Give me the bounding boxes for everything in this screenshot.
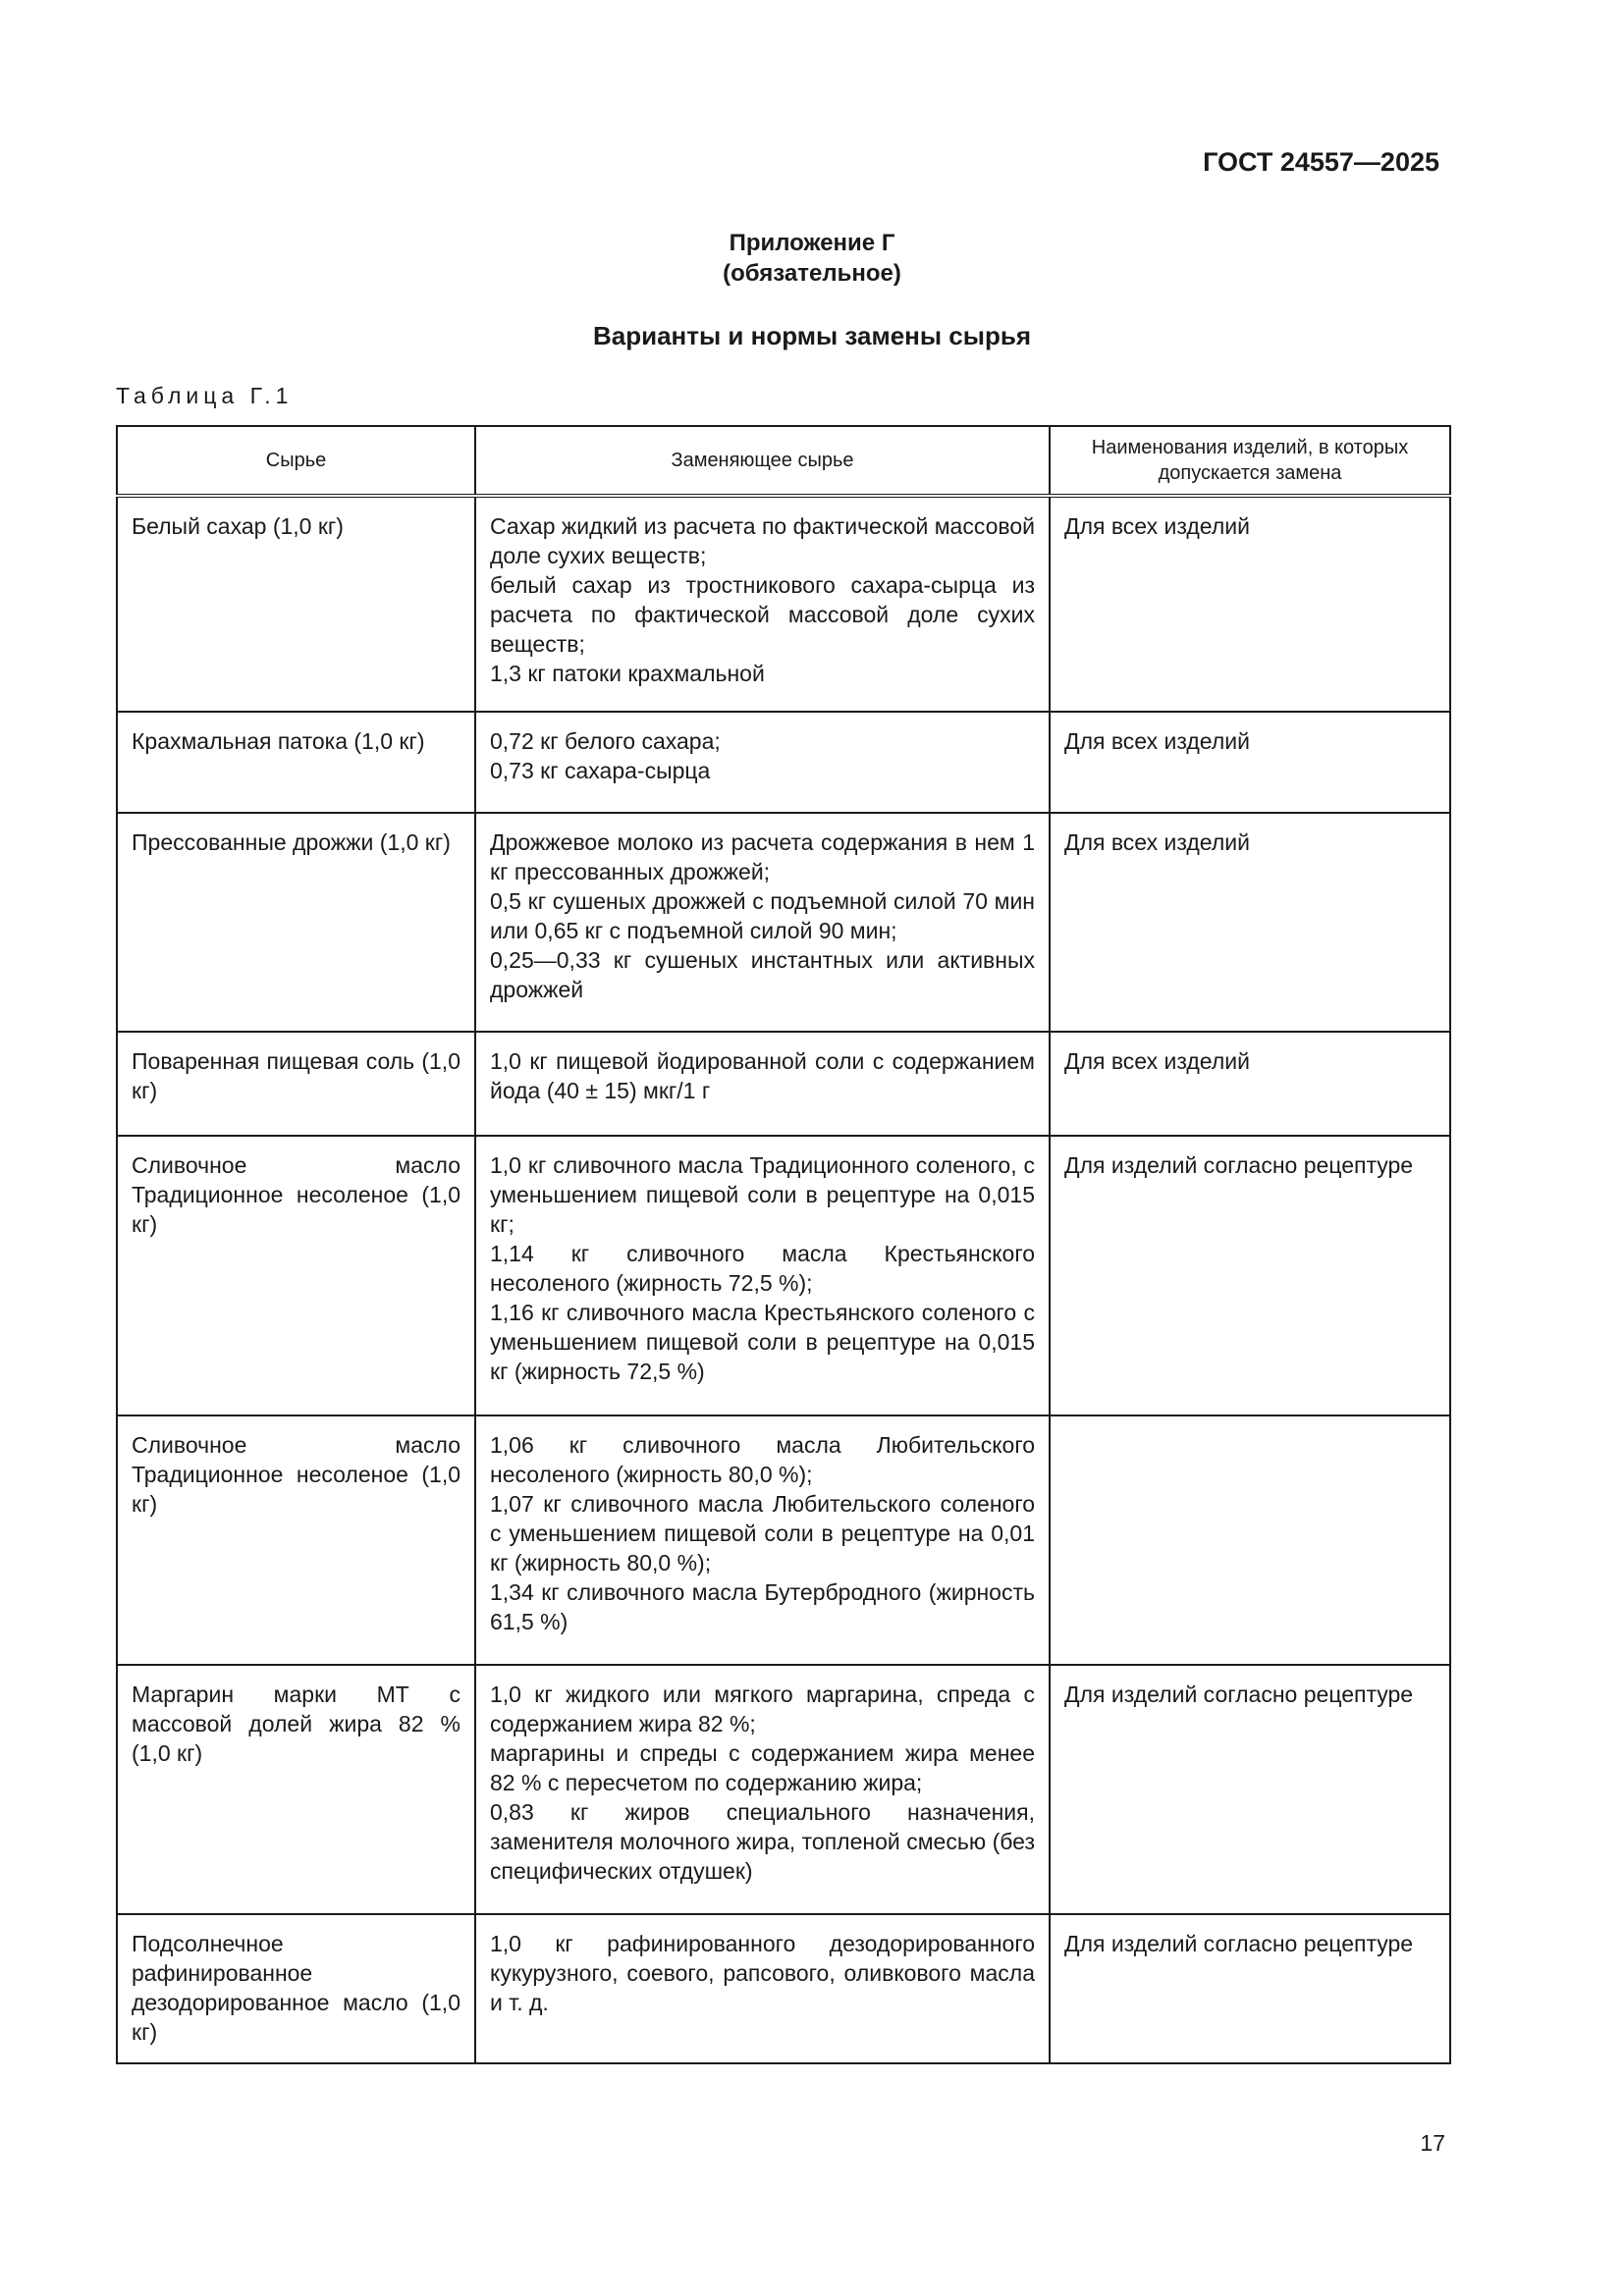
table-header-row — [117, 426, 1450, 496]
substitute-line: 1,0 кг рафинированного дезодорированного кукурузного, соевого, рапсового, оливкового масла и т. д. — [490, 1931, 1035, 2015]
table-row — [117, 1032, 1450, 1136]
table-row — [117, 712, 1450, 813]
column-header-substitute: Заменяющее сырье — [475, 426, 1050, 496]
standard-number: ГОСТ 24557—2025 — [1203, 147, 1439, 177]
substitute-cell — [475, 1032, 1050, 1136]
substitute-cell — [475, 1665, 1050, 1914]
raw-material-cell: Маргарин марки МТ с массовой долей жира 82 % (1,0 кг) — [117, 1665, 475, 1914]
products-cell: Для всех изделий — [1050, 712, 1450, 813]
substitute-line: 1,3 кг патоки крахмальной — [490, 661, 765, 686]
appendix-status: (обязательное) — [723, 260, 901, 287]
appendix-header — [0, 228, 1624, 289]
products-cell — [1050, 1415, 1450, 1665]
products-cell: Для изделий согласно рецептуре — [1050, 1665, 1450, 1914]
substitute-cell — [475, 496, 1050, 712]
raw-material-cell: Крахмальная патока (1,0 кг) — [117, 712, 475, 813]
table-row — [117, 1665, 1450, 1914]
substitute-line: 0,5 кг сушеных дрожжей с подъемной силой 70 мин или 0,65 кг с подъемной силой 90 мин; — [490, 888, 1035, 943]
substitute-line: 0,25—0,33 кг сушеных инстантных или активных дрожжей — [490, 947, 1035, 1002]
substitute-line: 1,06 кг сливочного масла Любительского несоленого (жирность 80,0 %); — [490, 1432, 1035, 1487]
substitute-cell — [475, 813, 1050, 1032]
substitute-line: маргарины и спреды с содержанием жира менее 82 % с пересчетом по содержанию жира; — [490, 1740, 1035, 1795]
table-row — [117, 1136, 1450, 1415]
substitute-line: 1,16 кг сливочного масла Крестьянского соленого с уменьшением пищевой соли в рецептуре на 0,015 кг (жирность 72,5 %) — [490, 1300, 1035, 1384]
page-number: 17 — [1420, 2130, 1445, 2156]
raw-material-cell: Подсолнечное рафинированное дезодорированное масло (1,0 кг) — [117, 1914, 475, 2063]
column-header-products: Наименования изделий, в которых допускается замена — [1050, 426, 1450, 496]
table-row — [117, 813, 1450, 1032]
products-cell: Для изделий согласно рецептуре — [1050, 1136, 1450, 1415]
raw-material-cell: Сливочное масло Традиционное несоленое (1,0 кг) — [117, 1136, 475, 1415]
raw-material-cell: Поваренная пищевая соль (1,0 кг) — [117, 1032, 475, 1136]
substitute-cell — [475, 712, 1050, 813]
appendix-title: Приложение Г — [729, 230, 895, 256]
substitute-line: Дрожжевое молоко из расчета содержания в нем 1 кг прессованных дрожжей; — [490, 829, 1035, 884]
table-label: Таблица Г.1 — [116, 383, 294, 408]
column-header-raw: Сырье — [117, 426, 475, 496]
products-cell: Для всех изделий — [1050, 1032, 1450, 1136]
substitute-cell — [475, 1415, 1050, 1665]
table-row — [117, 1914, 1450, 2063]
substitute-line: 0,73 кг сахара-сырца — [490, 758, 711, 783]
substitute-line: 1,0 кг жидкого или мягкого маргарина, спреда с содержанием жира 82 %; — [490, 1682, 1035, 1736]
raw-material-cell: Сливочное масло Традиционное несоленое (1,0 кг) — [117, 1415, 475, 1665]
substitution-table — [116, 425, 1451, 2064]
products-cell: Для всех изделий — [1050, 496, 1450, 712]
table-row — [117, 496, 1450, 712]
products-cell: Для всех изделий — [1050, 813, 1450, 1032]
substitute-line: 1,07 кг сливочного масла Любительского соленого с уменьшением пищевой соли в рецептуре на 0,01 кг (жирность 80,0 %); — [490, 1491, 1035, 1575]
substitute-line: белый сахар из тростникового сахара-сырца из расчета по фактической массовой доле сухих веществ; — [490, 572, 1035, 657]
substitute-line: 0,83 кг жиров специального назначения, заменителя молочного жира, топленой смесью (без специфических отдушек) — [490, 1799, 1035, 1884]
substitute-line: 1,0 кг сливочного масла Традиционного соленого, с уменьшением пищевой соли в рецептуре на 0,015 кг; — [490, 1152, 1035, 1237]
substitute-line: 1,34 кг сливочного масла Бутербродного (жирность 61,5 %) — [490, 1579, 1035, 1634]
substitute-cell — [475, 1136, 1050, 1415]
raw-material-cell: Белый сахар (1,0 кг) — [117, 496, 475, 712]
substitute-cell — [475, 1914, 1050, 2063]
substitute-line: 1,14 кг сливочного масла Крестьянского несоленого (жирность 72,5 %); — [490, 1241, 1035, 1296]
appendix-heading: Варианты и нормы замены сырья — [593, 321, 1031, 350]
products-cell: Для изделий согласно рецептуре — [1050, 1914, 1450, 2063]
substitute-line: 1,0 кг пищевой йодированной соли с содержанием йода (40 ± 15) мкг/1 г — [490, 1048, 1035, 1103]
substitute-line: 0,72 кг белого сахара; — [490, 728, 721, 754]
raw-material-cell: Прессованные дрожжи (1,0 кг) — [117, 813, 475, 1032]
substitute-line: Сахар жидкий из расчета по фактической массовой доле сухих веществ; — [490, 513, 1035, 568]
table-row — [117, 1415, 1450, 1665]
